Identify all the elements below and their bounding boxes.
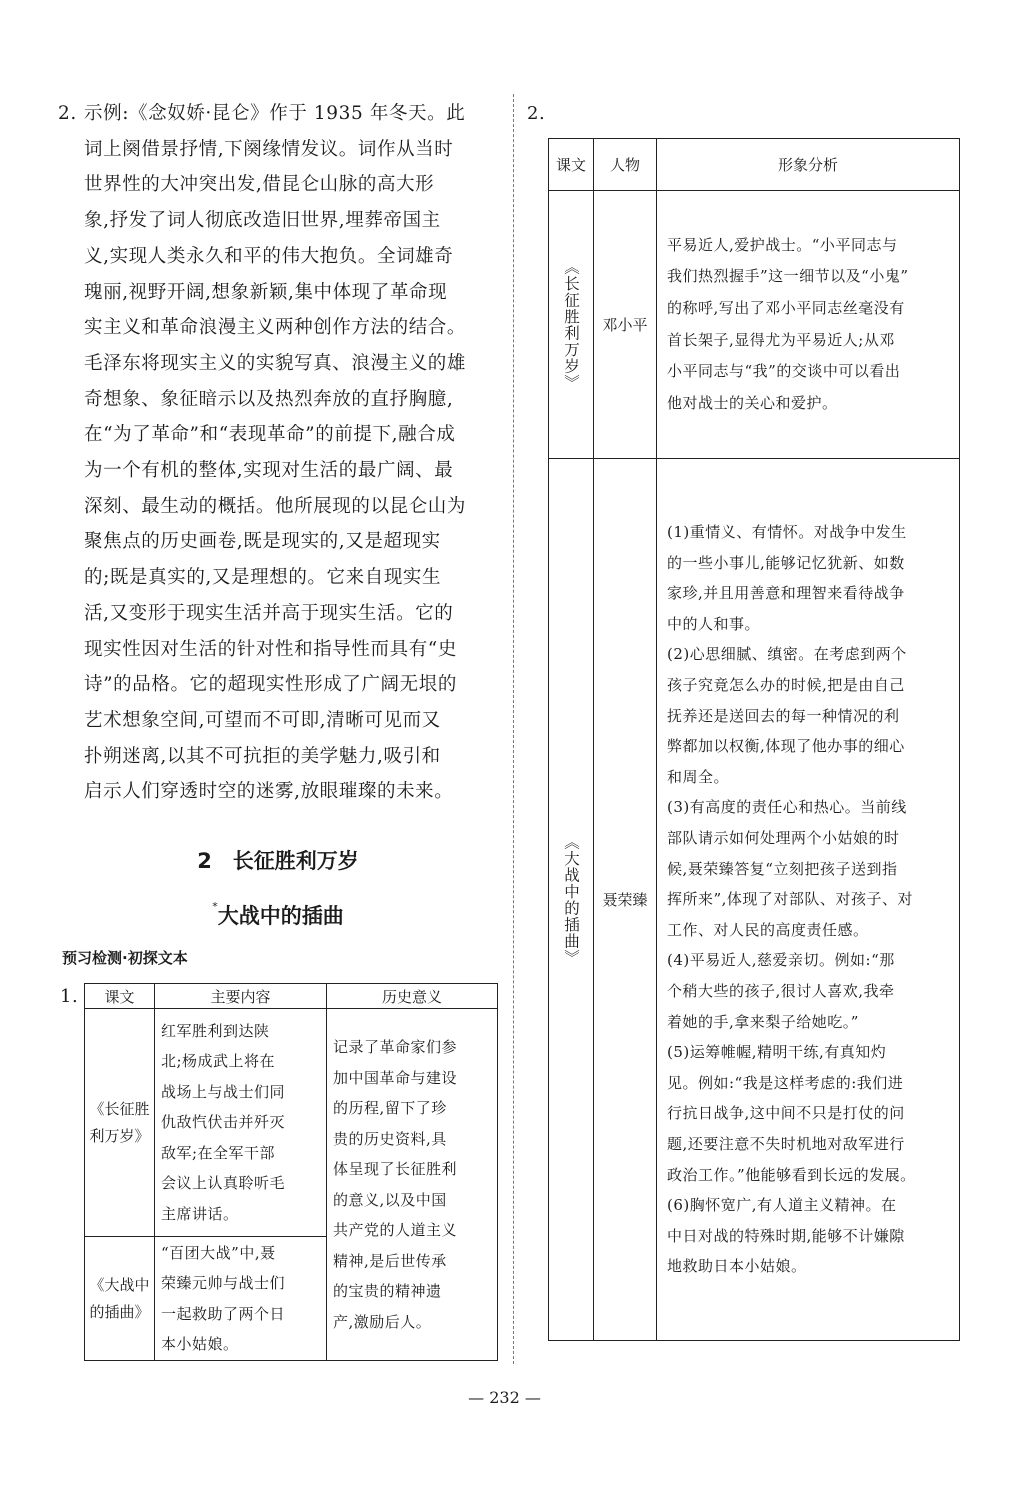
column-divider <box>513 94 514 1364</box>
table2-row-1 <box>549 191 960 459</box>
table2-person-2: 聂荣臻 <box>594 459 657 1341</box>
answer-2-line: 的;既是真实的,又是理想的。它来自现实生 <box>84 567 442 589</box>
answer-2-line: 深刻、最生动的概括。他所展现的以昆仑山为 <box>84 495 467 517</box>
answer-2-paragraph <box>58 96 498 810</box>
table1-header-content: 主要内容 <box>155 984 327 1009</box>
table2-lesson-2: 《大战中的插曲》 <box>549 459 594 1341</box>
answer-2-line: 为一个有机的整体,实现对生活的最广阔、最 <box>84 460 454 482</box>
table-content-significance <box>84 983 498 1361</box>
table-character-analysis <box>548 138 960 1341</box>
answer-2-line: 实主义和革命浪漫主义两种创作方法的结合。 <box>84 317 467 339</box>
subtitle <box>58 900 498 930</box>
answer-2-line: 世界性的大冲突出发,借昆仑山脉的高大形 <box>84 174 435 196</box>
table1-content-2: “百团大战”中,聂 荣臻元帅与战士们 一起救助了两个日 本小姑娘。 <box>155 1237 327 1361</box>
table2-header-row <box>549 139 960 191</box>
answer-2-line: 毛泽东将现实主义的实貌写真、浪漫主义的雄 <box>84 352 467 374</box>
page-number: — 232 — <box>468 1388 541 1407</box>
answer-2-line: 在“为了革命”和“表现革命”的前提下,融合成 <box>84 424 456 446</box>
table2-analysis-2: (1)重情义、有情怀。对战争中发生 的一些小事儿,能够记忆犹新、如数 家珍,并且用善意和理智来看待战争 中的人和事。 (2)心思细腻、缜密。在考虑到两个 孩子究竟怎么办的时候,把是由自己 抚养还是送回去的每一种情况的利 弊都加以权衡,体现了他办事的细心 和周全。 (3)有高度的责任心和热心。当前线 部队请示如何处理两个小姑娘的时 候,聂荣臻答复“立刻把孩子送到指 挥所来”,体现了对部队、对孩子、对 工作、对人民的高度责任感。 (4)平易近人,慈爱亲切。例如:“那 个稍大些的孩子,很讨人喜欢,我牵 着她的手,拿来梨子给她吃。” (5)运筹帷幄,精明干练,有真知灼 见。例如:“我是这样考虑的:我们进 行抗日战争,这中间不只是打仗的问 题,还要注意不失时机地对敌军进行 政治工作。”他能够看到长远的发展。 (6)胸怀宽广,有人道主义精神。在 中日对战的特殊时期,能够不计嫌隙 地救助日本小姑娘。 <box>657 459 960 1341</box>
question-2-number: 2. <box>527 103 546 124</box>
table2-person-1: 邓小平 <box>594 191 657 459</box>
answer-2-line: 扑朔迷离,以其不可抗拒的美学魅力,吸引和 <box>84 745 441 767</box>
subtitle-text: 大战中的插曲 <box>217 904 344 928</box>
answer-2-number: 2. <box>58 103 77 124</box>
answer-2-line: 启示人们穿透时空的迷雾,放眼璀璨的未来。 <box>84 781 454 803</box>
table1-header-row <box>85 984 498 1009</box>
table1-significance: 记录了革命家们参 加中国革命与建设 的历程,留下了珍 贵的历史资料,具 体呈现了长征胜利 的意义,以及中国 共产党的人道主义 精神,是后世传承 的宝贵的精神遗 产,激励后人。 <box>327 1009 498 1361</box>
subtitle-mark: * <box>212 900 218 913</box>
left-column <box>58 96 498 810</box>
answer-2-line: 艺术想象空间,可望而不可即,清晰可见而又 <box>84 709 441 731</box>
table1-lesson-1: 《长征胜 利万岁》 <box>85 1009 155 1237</box>
answer-2-line: 活,又变形于现实生活并高于现实生活。它的 <box>84 602 454 624</box>
answer-2-line: 诗”的品格。它的超现实性形成了广阔无垠的 <box>84 674 457 696</box>
table1-header-lesson: 课文 <box>85 984 155 1009</box>
question-1-number: 1. <box>60 986 79 1007</box>
table2-lesson-1: 《长征胜利万岁》 <box>549 191 594 459</box>
table1-lesson-2: 《大战中 的插曲》 <box>85 1237 155 1361</box>
answer-2-line: 义,实现人类永久和平的伟大抱负。全词雄奇 <box>84 245 454 267</box>
table2-header-lesson: 课文 <box>549 139 594 191</box>
table1-content-1: 红军胜利到达陕 北;杨成武上将在 战场上与战士们同 仇敌忾伏击并歼灭 敌军;在全军干部 会议上认真聆听毛 主席讲话。 <box>155 1009 327 1237</box>
table2-row-2 <box>549 459 960 1341</box>
table2-analysis-1: 平易近人,爱护战士。“小平同志与 我们热烈握手”这一细节以及“小鬼” 的称呼,写出了邓小平同志丝毫没有 首长架子,显得尤为平易近人;从邓 小平同志与“我”的交谈中可以看出 他对战士的关心和爱护。 <box>657 191 960 459</box>
answer-2-line: 奇想象、象征暗示以及热烈奔放的直抒胸臆, <box>84 388 454 410</box>
answer-2-line: 现实性因对生活的针对性和指导性而具有“史 <box>84 638 457 660</box>
section-title: 2 长征胜利万岁 <box>197 849 359 873</box>
answer-2-line: 词上阕借景抒情,下阕缘情发议。词作从当时 <box>84 138 454 160</box>
table1-row-1 <box>85 1009 498 1237</box>
answer-2-line: 象,抒发了词人彻底改造旧世界,埋葬帝国主 <box>84 210 441 232</box>
table1-header-significance: 历史意义 <box>327 984 498 1009</box>
answer-2-line: 2. 示例:《念奴娇·昆仑》作于 1935 年冬天。此 <box>84 96 498 132</box>
preview-heading: 预习检测·初探文本 <box>62 949 188 967</box>
answer-2-line: 瑰丽,视野开阔,想象新颖,集中体现了革命现 <box>84 281 448 303</box>
table2-header-analysis: 形象分析 <box>657 139 960 191</box>
answer-2-line: 聚焦点的历史画卷,既是现实的,又是超现实 <box>84 531 441 553</box>
table2-header-person: 人物 <box>594 139 657 191</box>
